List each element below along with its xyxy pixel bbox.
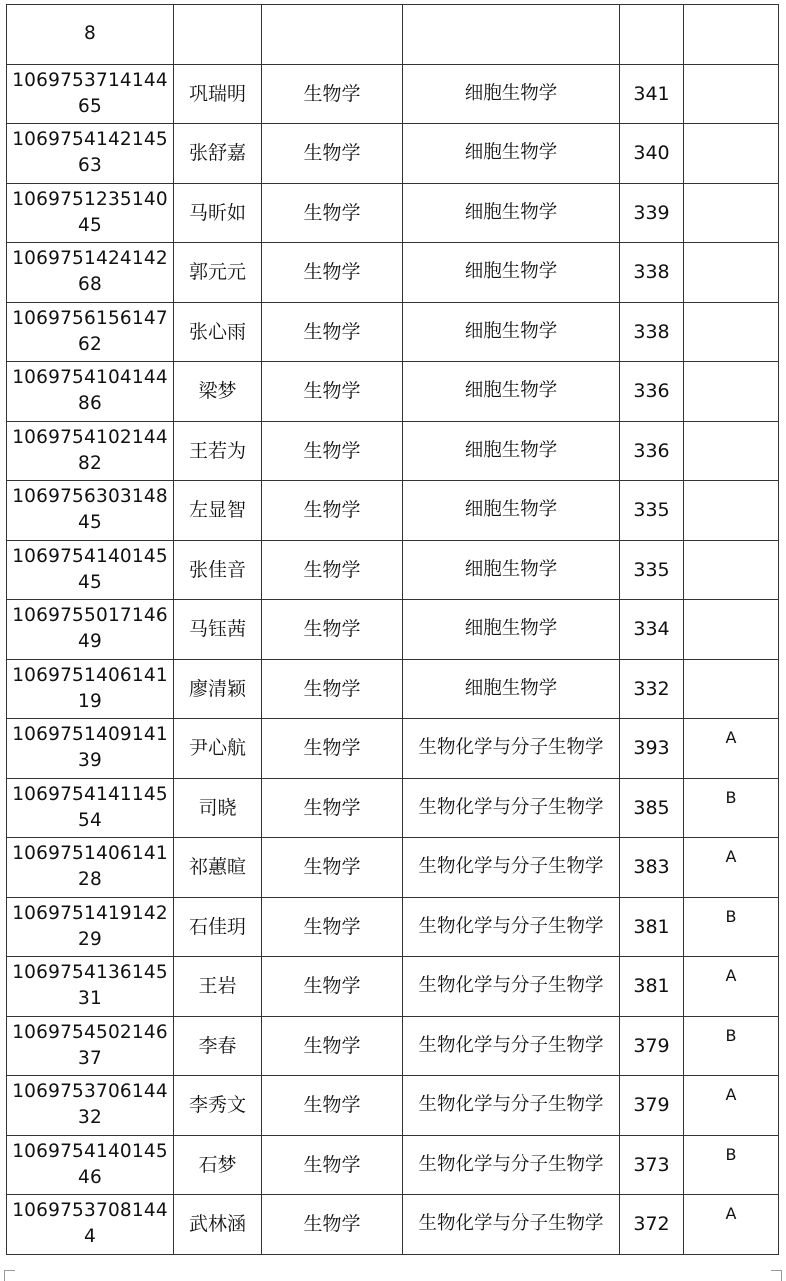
score-cell: 385 bbox=[620, 778, 684, 838]
department-cell: 生物学 bbox=[262, 540, 403, 600]
name-cell: 梁梦 bbox=[174, 362, 262, 422]
candidate-id-cell: 106975501714649 bbox=[7, 600, 174, 660]
name-cell: 尹心航 bbox=[174, 719, 262, 779]
grade-cell: A bbox=[684, 1195, 779, 1255]
department-cell: 生物学 bbox=[262, 897, 403, 957]
score-cell: 381 bbox=[620, 897, 684, 957]
table-row bbox=[7, 362, 779, 422]
major-cell bbox=[403, 5, 620, 65]
department-cell bbox=[262, 5, 403, 65]
name-cell: 李秀文 bbox=[174, 1076, 262, 1136]
major-cell: 细胞生物学 bbox=[403, 600, 620, 660]
grade-cell bbox=[684, 5, 779, 65]
score-cell: 335 bbox=[620, 540, 684, 600]
table-row bbox=[7, 659, 779, 719]
grade-cell: B bbox=[684, 778, 779, 838]
grade-cell: B bbox=[684, 897, 779, 957]
department-cell: 生物学 bbox=[262, 421, 403, 481]
grade-cell: A bbox=[684, 957, 779, 1017]
department-cell: 生物学 bbox=[262, 1135, 403, 1195]
name-cell: 张心雨 bbox=[174, 302, 262, 362]
major-cell: 细胞生物学 bbox=[403, 540, 620, 600]
table-row bbox=[7, 1076, 779, 1136]
candidate-id-cell: 8 bbox=[7, 5, 174, 65]
name-cell: 张舒嘉 bbox=[174, 124, 262, 184]
department-cell: 生物学 bbox=[262, 1016, 403, 1076]
score-cell: 379 bbox=[620, 1016, 684, 1076]
candidate-id-cell: 106975371414465 bbox=[7, 64, 174, 124]
department-cell: 生物学 bbox=[262, 778, 403, 838]
score-cell: 334 bbox=[620, 600, 684, 660]
score-cell: 381 bbox=[620, 957, 684, 1017]
department-cell: 生物学 bbox=[262, 64, 403, 124]
admission-table bbox=[6, 4, 779, 1255]
name-cell: 张佳音 bbox=[174, 540, 262, 600]
grade-cell bbox=[684, 124, 779, 184]
candidate-id-cell: 106975414214563 bbox=[7, 124, 174, 184]
name-cell: 石梦 bbox=[174, 1135, 262, 1195]
grade-cell: A bbox=[684, 1076, 779, 1136]
department-cell: 生物学 bbox=[262, 600, 403, 660]
major-cell: 生物化学与分子生物学 bbox=[403, 719, 620, 779]
major-cell: 细胞生物学 bbox=[403, 64, 620, 124]
major-cell: 生物化学与分子生物学 bbox=[403, 1076, 620, 1136]
major-cell: 生物化学与分子生物学 bbox=[403, 957, 620, 1017]
score-cell: 338 bbox=[620, 243, 684, 303]
grade-cell bbox=[684, 659, 779, 719]
department-cell: 生物学 bbox=[262, 838, 403, 898]
name-cell: 李春 bbox=[174, 1016, 262, 1076]
page-corner-mark bbox=[771, 1270, 782, 1281]
candidate-id-cell: 106975450214637 bbox=[7, 1016, 174, 1076]
candidate-id-cell: 106975141914229 bbox=[7, 897, 174, 957]
score-cell: 393 bbox=[620, 719, 684, 779]
major-cell: 细胞生物学 bbox=[403, 362, 620, 422]
table-row bbox=[7, 302, 779, 362]
candidate-id-cell: 106975410214482 bbox=[7, 421, 174, 481]
table-row bbox=[7, 64, 779, 124]
name-cell: 司晓 bbox=[174, 778, 262, 838]
table-row bbox=[7, 243, 779, 303]
table-row bbox=[7, 124, 779, 184]
name-cell: 巩瑞明 bbox=[174, 64, 262, 124]
score-cell: 336 bbox=[620, 421, 684, 481]
score-cell: 373 bbox=[620, 1135, 684, 1195]
table-row bbox=[7, 421, 779, 481]
table-row bbox=[7, 183, 779, 243]
name-cell: 马昕如 bbox=[174, 183, 262, 243]
grade-cell bbox=[684, 481, 779, 541]
name-cell: 左显智 bbox=[174, 481, 262, 541]
department-cell: 生物学 bbox=[262, 183, 403, 243]
major-cell: 生物化学与分子生物学 bbox=[403, 897, 620, 957]
department-cell: 生物学 bbox=[262, 243, 403, 303]
department-cell: 生物学 bbox=[262, 481, 403, 541]
candidate-id-cell: 106975630314845 bbox=[7, 481, 174, 541]
department-cell: 生物学 bbox=[262, 659, 403, 719]
department-cell: 生物学 bbox=[262, 302, 403, 362]
score-cell: 340 bbox=[620, 124, 684, 184]
candidate-id-cell: 10697537081444 bbox=[7, 1195, 174, 1255]
grade-cell: A bbox=[684, 838, 779, 898]
score-cell: 338 bbox=[620, 302, 684, 362]
score-cell: 336 bbox=[620, 362, 684, 422]
name-cell: 郭元元 bbox=[174, 243, 262, 303]
score-cell: 372 bbox=[620, 1195, 684, 1255]
table-row bbox=[7, 1135, 779, 1195]
grade-cell bbox=[684, 362, 779, 422]
table-row bbox=[7, 5, 779, 65]
table-body bbox=[7, 5, 779, 1255]
page-corner-mark bbox=[4, 1270, 15, 1281]
grade-cell bbox=[684, 302, 779, 362]
name-cell: 祁蕙暄 bbox=[174, 838, 262, 898]
department-cell: 生物学 bbox=[262, 957, 403, 1017]
candidate-id-cell: 106975123514045 bbox=[7, 183, 174, 243]
name-cell: 王若为 bbox=[174, 421, 262, 481]
name-cell: 王岩 bbox=[174, 957, 262, 1017]
grade-cell bbox=[684, 243, 779, 303]
table-row bbox=[7, 1016, 779, 1076]
candidate-id-cell: 106975414114554 bbox=[7, 778, 174, 838]
major-cell: 细胞生物学 bbox=[403, 124, 620, 184]
table-row bbox=[7, 540, 779, 600]
grade-cell: B bbox=[684, 1135, 779, 1195]
name-cell bbox=[174, 5, 262, 65]
grade-cell: A bbox=[684, 719, 779, 779]
score-cell: 341 bbox=[620, 64, 684, 124]
table-row bbox=[7, 957, 779, 1017]
grade-cell bbox=[684, 421, 779, 481]
candidate-id-cell: 106975140914139 bbox=[7, 719, 174, 779]
major-cell: 生物化学与分子生物学 bbox=[403, 1195, 620, 1255]
grade-cell bbox=[684, 64, 779, 124]
major-cell: 生物化学与分子生物学 bbox=[403, 838, 620, 898]
major-cell: 细胞生物学 bbox=[403, 481, 620, 541]
major-cell: 细胞生物学 bbox=[403, 243, 620, 303]
grade-cell bbox=[684, 600, 779, 660]
score-cell: 339 bbox=[620, 183, 684, 243]
name-cell: 石佳玥 bbox=[174, 897, 262, 957]
candidate-id-cell: 106975413614531 bbox=[7, 957, 174, 1017]
score-cell bbox=[620, 5, 684, 65]
table-row bbox=[7, 838, 779, 898]
score-cell: 335 bbox=[620, 481, 684, 541]
grade-cell: B bbox=[684, 1016, 779, 1076]
department-cell: 生物学 bbox=[262, 1076, 403, 1136]
major-cell: 细胞生物学 bbox=[403, 659, 620, 719]
major-cell: 生物化学与分子生物学 bbox=[403, 778, 620, 838]
department-cell: 生物学 bbox=[262, 362, 403, 422]
major-cell: 生物化学与分子生物学 bbox=[403, 1016, 620, 1076]
major-cell: 细胞生物学 bbox=[403, 421, 620, 481]
major-cell: 细胞生物学 bbox=[403, 183, 620, 243]
candidate-id-cell: 106975142414268 bbox=[7, 243, 174, 303]
score-cell: 332 bbox=[620, 659, 684, 719]
major-cell: 细胞生物学 bbox=[403, 302, 620, 362]
department-cell: 生物学 bbox=[262, 719, 403, 779]
table-row bbox=[7, 897, 779, 957]
major-cell: 生物化学与分子生物学 bbox=[403, 1135, 620, 1195]
score-cell: 383 bbox=[620, 838, 684, 898]
grade-cell bbox=[684, 183, 779, 243]
table-row bbox=[7, 778, 779, 838]
table-row bbox=[7, 1195, 779, 1255]
candidate-id-cell: 106975615614762 bbox=[7, 302, 174, 362]
candidate-id-cell: 106975140614128 bbox=[7, 838, 174, 898]
table-row bbox=[7, 719, 779, 779]
table-row bbox=[7, 600, 779, 660]
candidate-id-cell: 106975414014545 bbox=[7, 540, 174, 600]
candidate-id-cell: 106975414014546 bbox=[7, 1135, 174, 1195]
candidate-id-cell: 106975140614119 bbox=[7, 659, 174, 719]
table-row bbox=[7, 481, 779, 541]
candidate-id-cell: 106975370614432 bbox=[7, 1076, 174, 1136]
department-cell: 生物学 bbox=[262, 1195, 403, 1255]
score-cell: 379 bbox=[620, 1076, 684, 1136]
candidate-id-cell: 106975410414486 bbox=[7, 362, 174, 422]
department-cell: 生物学 bbox=[262, 124, 403, 184]
name-cell: 廖清颖 bbox=[174, 659, 262, 719]
name-cell: 武林涵 bbox=[174, 1195, 262, 1255]
name-cell: 马钰茜 bbox=[174, 600, 262, 660]
grade-cell bbox=[684, 540, 779, 600]
